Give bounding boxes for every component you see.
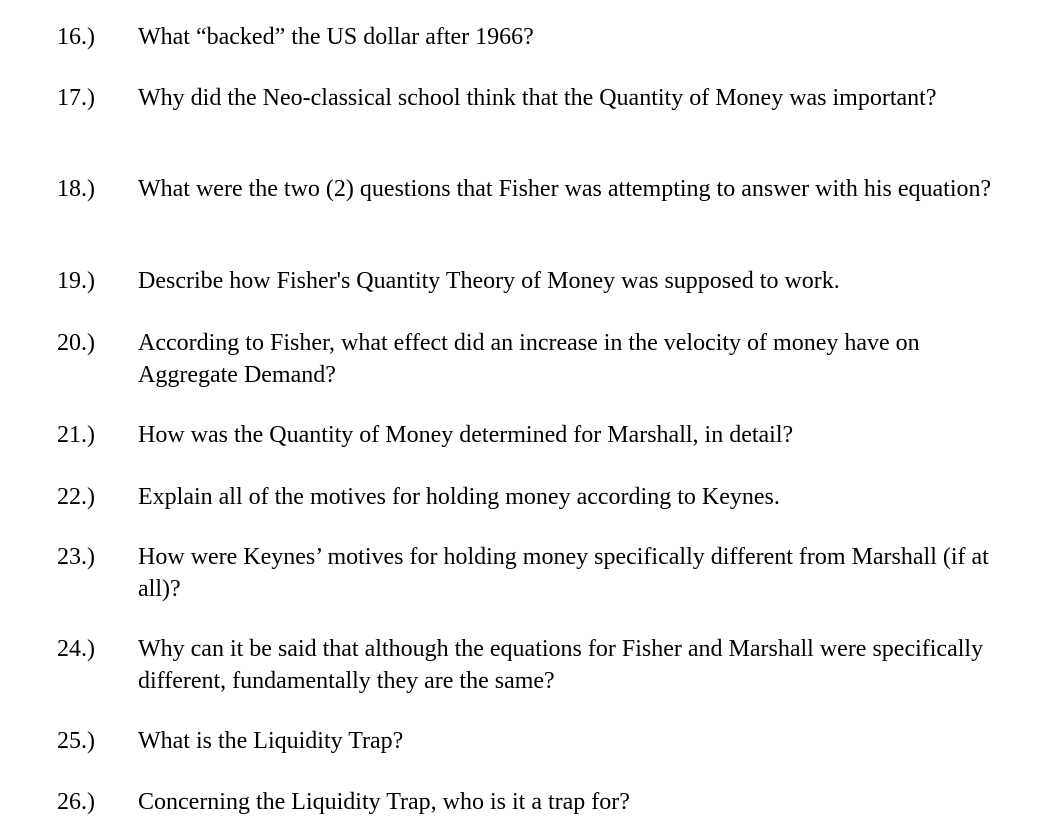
question-text: Why did the Neo-classical school think that the Quantity of Money was important?: [138, 85, 937, 111]
question-number: 22.): [57, 484, 95, 510]
question-number: 17.): [57, 85, 95, 111]
question-text: What “backed” the US dollar after 1966?: [138, 24, 534, 50]
question-number: 21.): [57, 422, 95, 448]
question-number: 25.): [57, 728, 95, 754]
question-number: 26.): [57, 789, 95, 815]
question-number: 19.): [57, 268, 95, 294]
question-text: How were Keynes’ motives for holding money specifically different from Marshall (if at all)?: [138, 544, 989, 602]
question-text: Concerning the Liquidity Trap, who is it a trap for?: [138, 789, 630, 815]
question-number: 16.): [57, 24, 95, 50]
question-number: 18.): [57, 176, 95, 202]
question-text: How was the Quantity of Money determined for Marshall, in detail?: [138, 422, 794, 448]
question-number: 20.): [57, 330, 95, 356]
question-text: Describe how Fisher's Quantity Theory of Money was supposed to work.: [138, 268, 840, 294]
question-number: 24.): [57, 636, 95, 662]
question-text: What were the two (2) questions that Fisher was attempting to answer with his equation?: [138, 176, 992, 202]
question-text: Explain all of the motives for holding money according to Keynes.: [138, 484, 780, 510]
question-text: According to Fisher, what effect did an increase in the velocity of money have on Aggregate Demand?: [138, 330, 920, 388]
question-number: 23.): [57, 544, 95, 570]
question-text: What is the Liquidity Trap?: [138, 728, 404, 754]
question-text: Why can it be said that although the equations for Fisher and Marshall were specifically different, fundamentally they are the same?: [138, 636, 984, 694]
